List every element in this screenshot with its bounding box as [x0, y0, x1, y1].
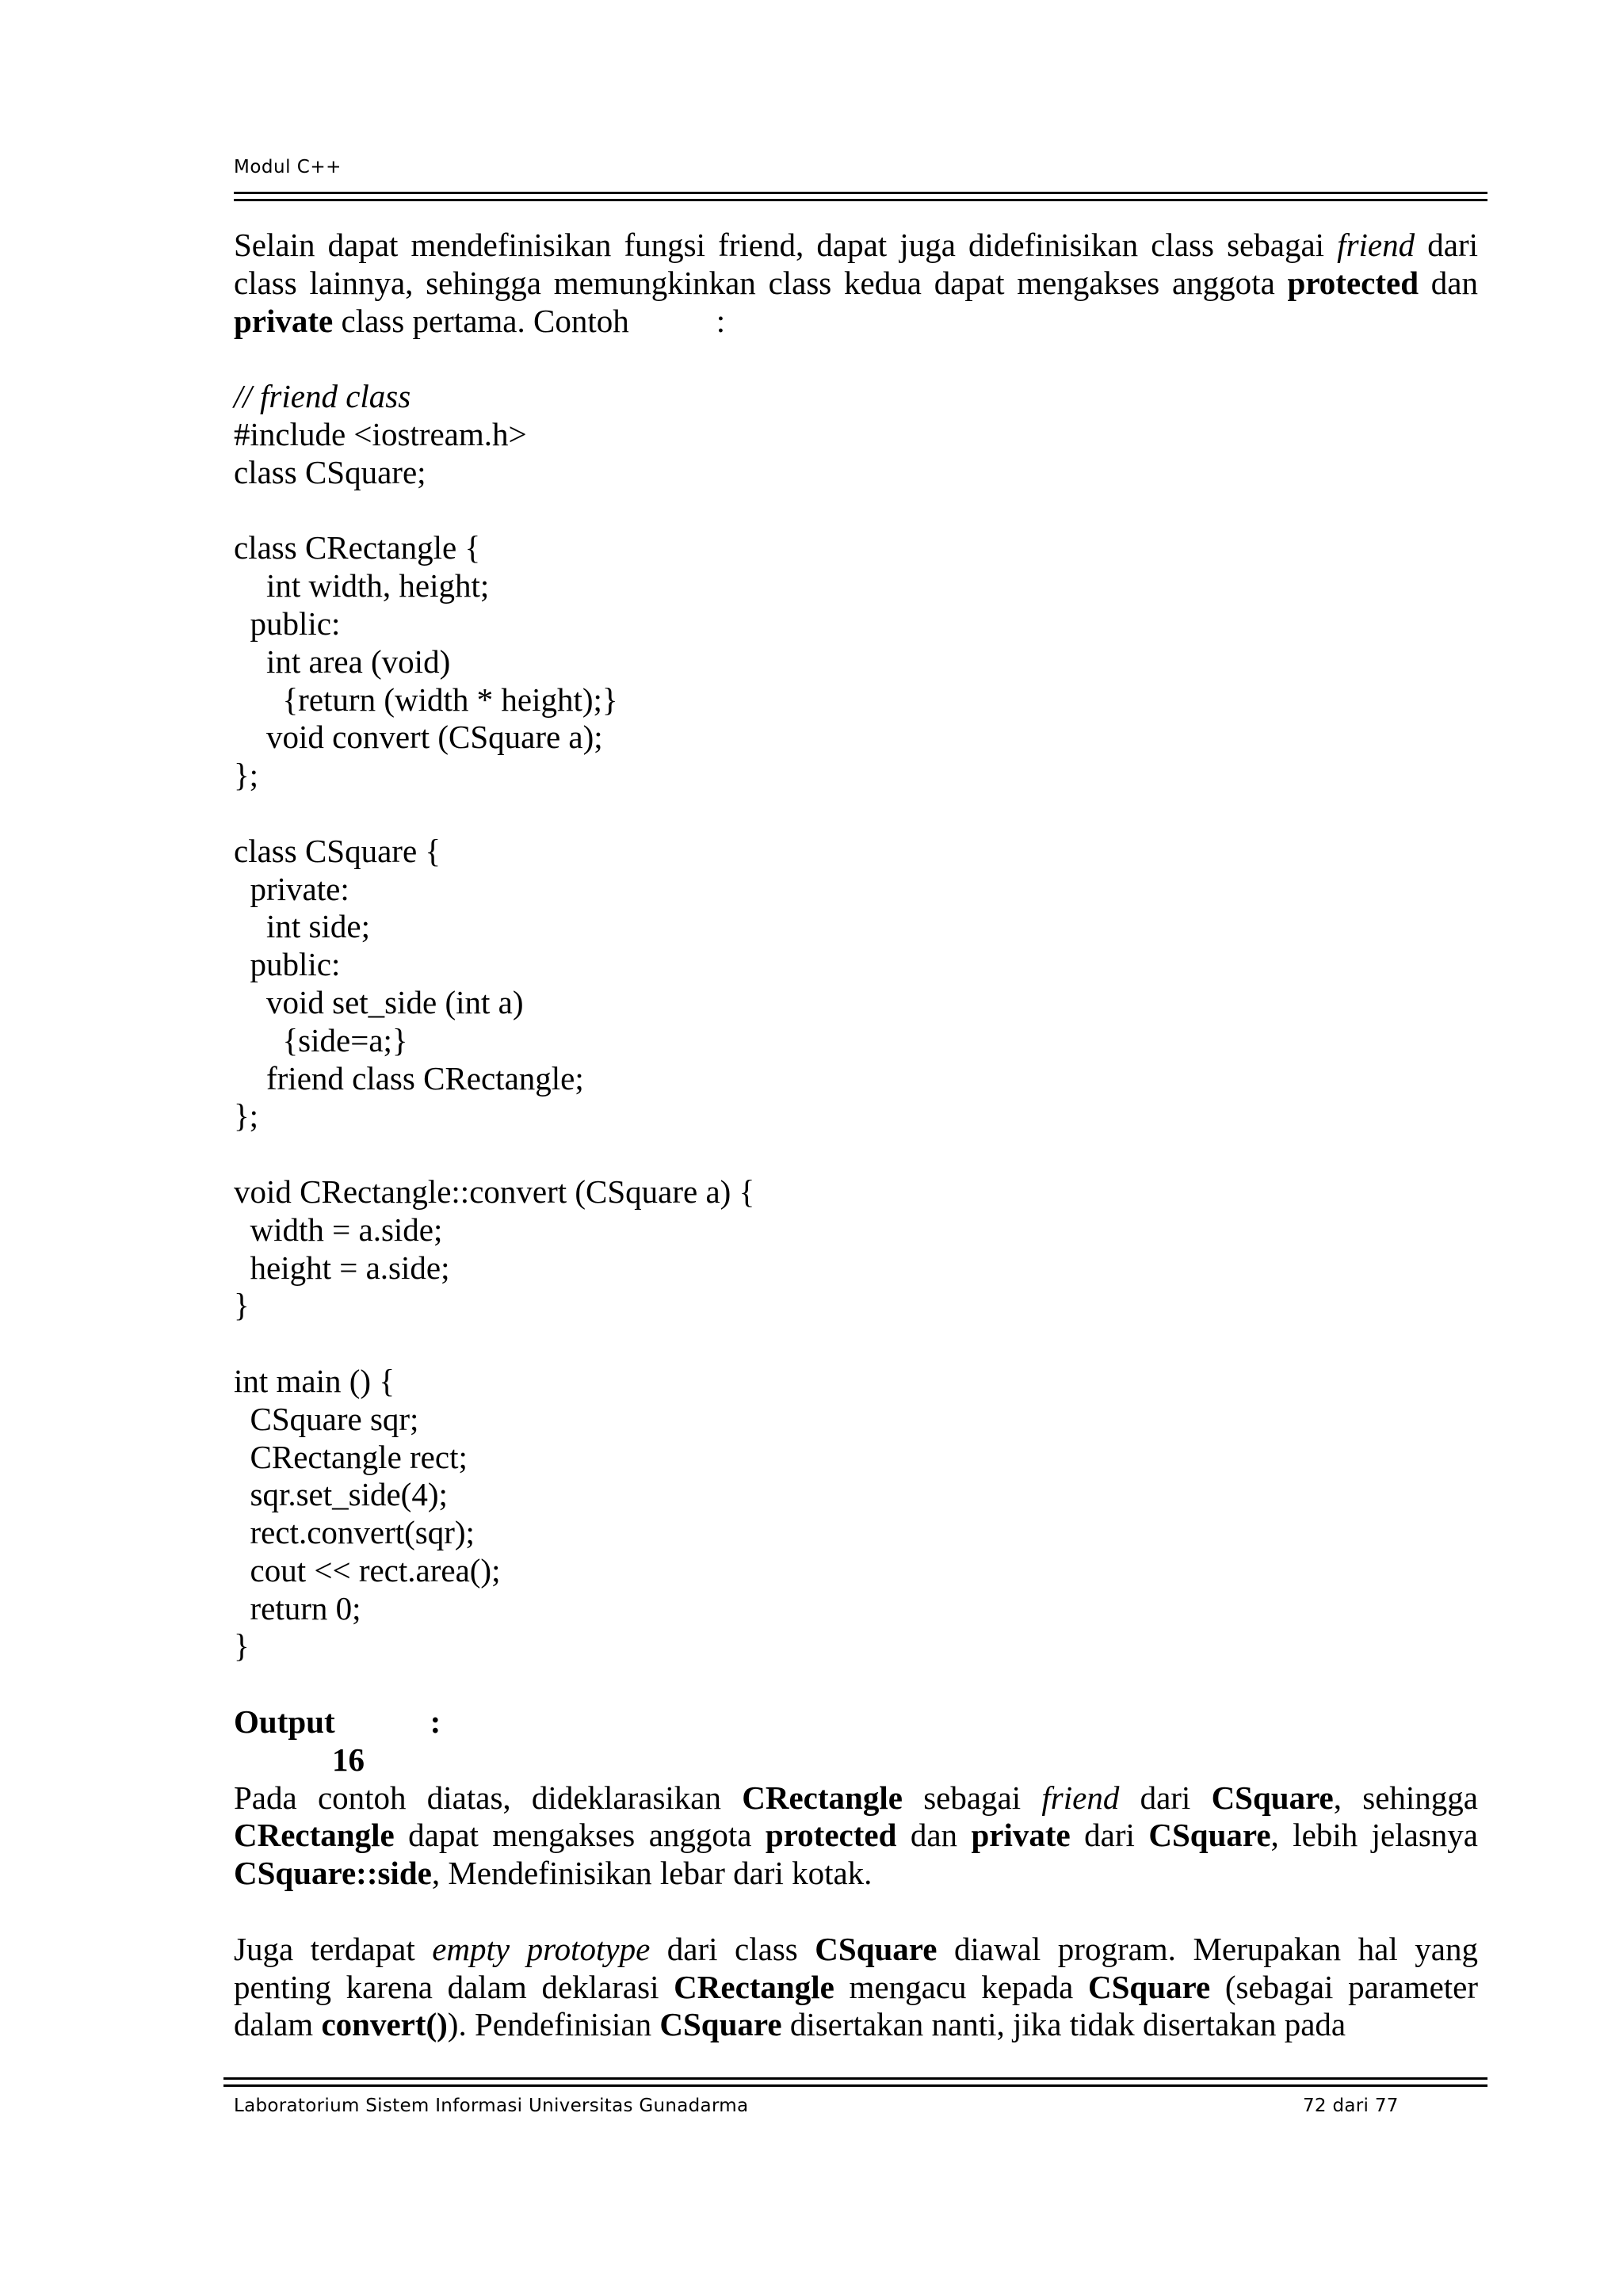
- code-line: int side;: [234, 908, 370, 945]
- code-line: sqr.set_side(4);: [234, 1476, 448, 1513]
- code-line: return 0;: [234, 1589, 361, 1627]
- code-line: CSquare sqr;: [234, 1400, 419, 1437]
- code-line: [234, 1325, 1478, 1363]
- page-content: [234, 227, 1478, 2044]
- code-line: [234, 492, 1478, 530]
- code-line: rect.convert(sqr);: [234, 1514, 475, 1551]
- code-comment: // friend class: [234, 378, 411, 415]
- code-line: [234, 795, 1478, 833]
- output-label-line: [234, 1703, 1478, 1741]
- code-line: width = a.side;: [234, 1211, 443, 1248]
- code-line: class CSquare {: [234, 832, 441, 869]
- code-line: {return (width * height);}: [234, 681, 618, 718]
- output-label: Output: [234, 1703, 335, 1741]
- code-line: public:: [234, 605, 341, 642]
- code-lines: [234, 416, 1478, 1665]
- code-line: }: [234, 1287, 250, 1324]
- footer-rule: [223, 2077, 1487, 2087]
- code-line: CRectangle rect;: [234, 1438, 468, 1475]
- code-line: };: [234, 757, 259, 794]
- explanation-paragraph-2: Juga terdapat empty prototype dari class CSquare diawal program. Merupakan hal yang penting karena dalam deklarasi CRectangle mengacu kepada CSquare (sebagai parameter dalam convert()). Pendefinisian CSquare disertakan nanti, jika tidak disertakan pada: [234, 1930, 1479, 2043]
- code-line: int area (void): [234, 643, 451, 680]
- output-colon: :: [430, 1703, 441, 1741]
- code-line: public:: [234, 946, 341, 983]
- code-line: int width, height;: [234, 567, 490, 605]
- code-line: int main () {: [234, 1362, 395, 1399]
- code-line: height = a.side;: [234, 1249, 450, 1286]
- code-line: friend class CRectangle;: [234, 1059, 584, 1097]
- code-line: #include <iostream.h>: [234, 415, 527, 452]
- code-line: cout << rect.area();: [234, 1551, 501, 1589]
- page-number: 72 dari 77: [1303, 2096, 1399, 2116]
- code-line: {side=a;}: [234, 1021, 408, 1058]
- code-line: [234, 1135, 1478, 1173]
- output-value: 16: [332, 1741, 365, 1778]
- footer-institution: Laboratorium Sistem Informasi Universitas Gunadarma: [234, 2096, 749, 2116]
- code-line: private:: [234, 870, 349, 907]
- explanation-paragraph-1: Pada contoh diatas, dideklarasikan CRectangle sebagai friend dari CSquare, sehingga CRectangle dapat mengakses anggota protected dan private dari CSquare, lebih jelasnya CSquare::side, Mendefinisikan lebar dari kotak.: [234, 1779, 1478, 1892]
- output-value-line: [234, 1741, 1478, 1779]
- code-line: }: [234, 1627, 250, 1665]
- code-line: void convert (CSquare a);: [234, 719, 603, 756]
- header-rule: [234, 192, 1487, 201]
- code-block: [234, 378, 1478, 1665]
- code-line: };: [234, 1097, 259, 1135]
- intro-paragraph: Selain dapat mendefinisikan fungsi friend, dapat juga didefinisikan class sebagai friend dari class lainnya, sehingga memungkinkan class kedua dapat mengakses anggota protected dan private class pertama. Contoh :: [234, 227, 1478, 339]
- code-line: void CRectangle::convert (CSquare a) {: [234, 1173, 755, 1210]
- code-line: class CSquare;: [234, 453, 426, 490]
- header-title: Modul C++: [234, 157, 342, 177]
- code-line: class CRectangle {: [234, 529, 481, 566]
- code-line: void set_side (int a): [234, 983, 524, 1020]
